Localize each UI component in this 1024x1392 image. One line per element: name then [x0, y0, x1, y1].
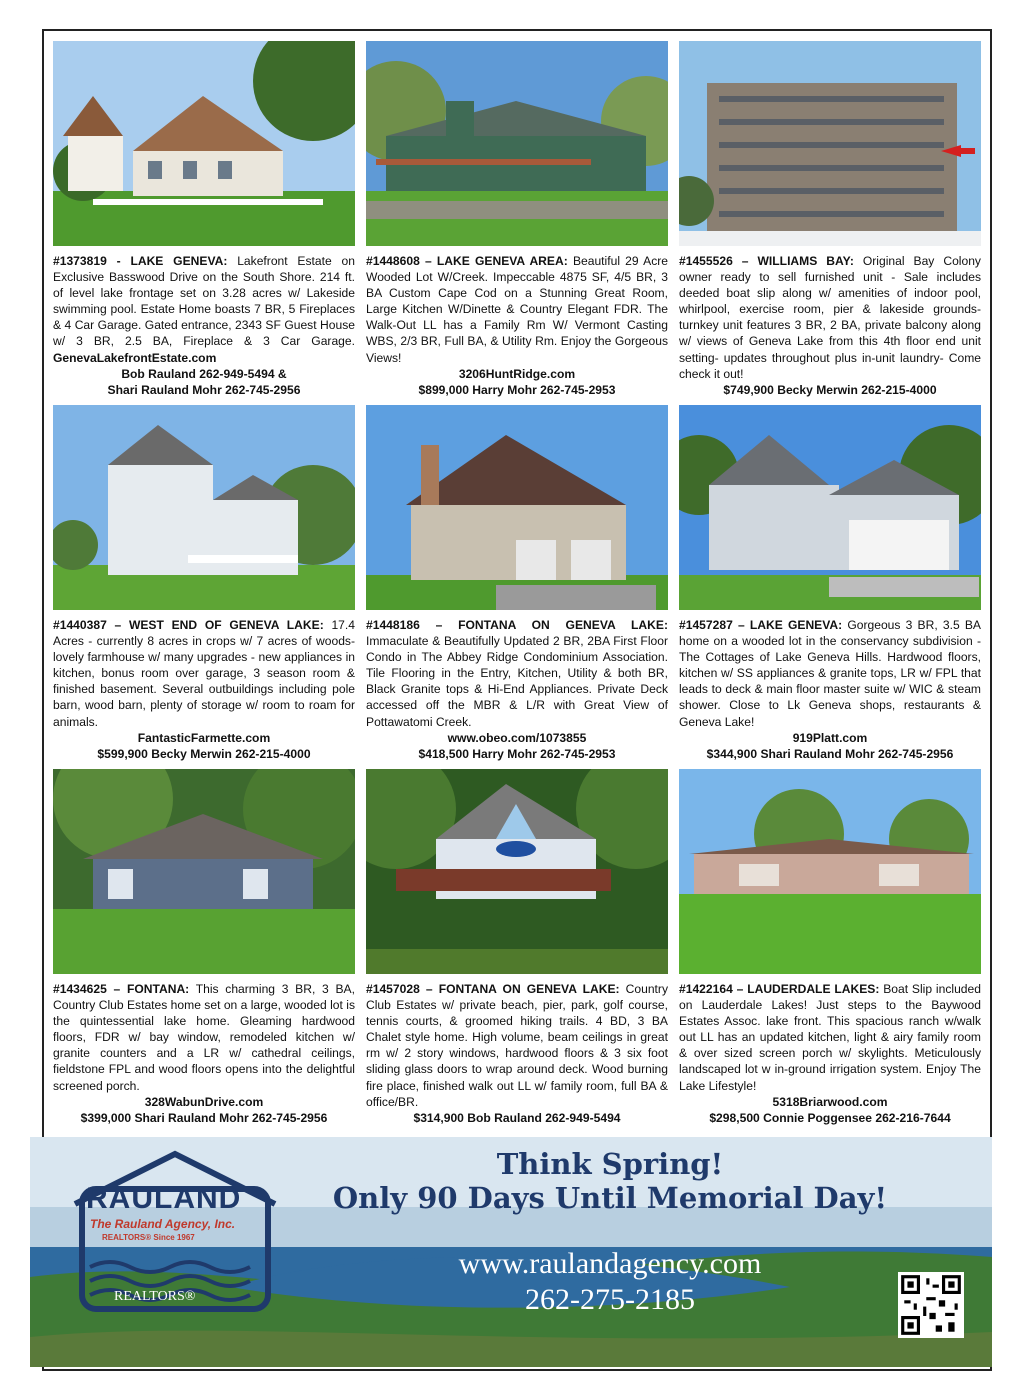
- listing-text: 17.4 Acres - currently 8 acres in crops w/ 7 acres of woods- lovely farmhouse w/ many upgrades - new appliances in kitchen, bonus room over garage, 3 season room & finished basement. Several outbuildings including pole barn, wood barn, plenty of storage w/ room to roam for animals.: [53, 618, 355, 729]
- listing-description: [53, 617, 355, 762]
- listing-website: GenevaLakefrontEstate.com: [53, 350, 217, 365]
- listing-text: Beautiful 29 Acre Wooded Lot W/Creek. Impeccable 4875 SF, 4/5 BR, 3 BA Custom Cape Cod on a Stunning Great Room, Large Kitchen W/Dinette & Country Elegant FDR. The Walk-Out LL has a Family Rm W/ Vermont Casting WBS, 2/3 BR, Full BA, & Utility Rm. Enjoy the Gorgeous Views!: [366, 254, 669, 365]
- listing-agent: $899,000 Harry Mohr 262-745-2953: [418, 382, 616, 397]
- listing-photo: [679, 41, 981, 246]
- agency-logo-name: RAULAND: [86, 1182, 242, 1215]
- listing-website: www.obeo.com/1073855: [447, 730, 587, 745]
- listing-photo: [366, 41, 668, 246]
- listing-id: #1422164 – LAUDERDALE LAKES:: [679, 982, 880, 996]
- listing-description: [366, 981, 668, 1126]
- listing-agent: $399,000 Shari Rauland Mohr 262-745-2956: [80, 1110, 328, 1125]
- agency-logo-tagline: The Rauland Agency, Inc.: [90, 1217, 236, 1231]
- listing-id: #1434625 – FONTANA:: [53, 982, 190, 996]
- listing-text: Boat Slip included on Lauderdale Lakes! Just steps to the Baywood Estates Assoc. lake front. This spacious ranch w/walk out LL has an updated kitchen, light & airy family room & over sized screen porch w/ skylights. Meticulously landscaped lot w in-ground irrigation system. Enjoy The Lake Lifestyle!: [679, 982, 981, 1093]
- listing-id: #1448186 – FONTANA ON GENEVA LAKE:: [366, 618, 668, 632]
- banner-subheadline: Only 90 Days Until Memorial Day!: [332, 1181, 888, 1215]
- listing-website: 3206HuntRidge.com: [458, 366, 576, 381]
- listing-id: #1457028 – FONTANA ON GENEVA LAKE:: [366, 982, 620, 996]
- listing-photo: [679, 769, 981, 974]
- listing-agent: $314,900 Bob Rauland 262-949-5494: [413, 1110, 621, 1125]
- banner-phone[interactable]: 262-275-2185: [525, 1283, 695, 1316]
- listing-id: #1373819 - LAKE GENEVA:: [53, 254, 228, 268]
- listing-id: #1457287 – LAKE GENEVA:: [679, 618, 843, 632]
- agency-logo-subtitle: REALTORS® Since 1967: [102, 1233, 195, 1242]
- listing-agent: Shari Rauland Mohr 262-745-2956: [107, 382, 301, 397]
- listing-text: Country Club Estates w/ private beach, pier, park, golf course, tennis courts, & groomed hiking trails. 4 BD, 3 BA Chalet style home. High volume, beam ceilings in great rm w/ 2 story windows, hardwood floors & 3 six foot sliding glass doors to wrap around deck. Wood burning fire place, finished walk out LL w/ family room, full BA & office/BR.: [366, 982, 668, 1109]
- listing-text: Gorgeous 3 BR, 3.5 BA home on a wooded lot in the conservancy subdivision - The Cottages of Lake Geneva Hills. Hardwood floors, kitchen w/ SS appliances & granite tops, LR w/ FPL that leads to deck & main floor master suite w/ WIC & steam shower. Close to Lk Geneva shops, restaurants & Geneva Lake!: [679, 618, 981, 729]
- listing-agent: $418,500 Harry Mohr 262-745-2953: [418, 746, 616, 761]
- listing-agent: Bob Rauland 262-949-5494 &: [121, 366, 287, 381]
- listing-website: FantasticFarmette.com: [137, 730, 271, 745]
- listing-description: [366, 617, 668, 762]
- banner-website[interactable]: www.raulandagency.com: [458, 1247, 762, 1280]
- listing-description: [366, 253, 668, 398]
- listing-id: #1448608 – LAKE GENEVA AREA:: [366, 254, 568, 268]
- listing-text: This charming 3 BR, 3 BA, Country Club Estates home set on a large, wooded lot is the quintessential lake home. Gleaming hardwood floors, FDR w/ bay window, remodeled kitchen w/ granite counters and a LR w/ cathedral ceilings, fieldstone FPL and wood floors opens into the delightful screened porch.: [53, 982, 355, 1093]
- listing-website: 5318Briarwood.com: [772, 1094, 888, 1109]
- listing-photo: [366, 769, 668, 974]
- listing-website: 328WabunDrive.com: [144, 1094, 264, 1109]
- listing-id: #1440387 – WEST END OF GENEVA LAKE:: [53, 618, 324, 632]
- listing-description: [53, 981, 355, 1126]
- listing-text: Immaculate & Beautifully Updated 2 BR, 2BA First Floor Condo in The Abbey Ridge Condominium Association. Tile Flooring in the Entry, Kitchen, Utility & both BR, Black Granite tops & Hi-End Appliances. Private Deck accessed off the MBR & L/R with Great View of Pottawatomi Creek.: [366, 634, 668, 729]
- banner-headline: Think Spring!: [496, 1147, 724, 1181]
- listing-description: [679, 617, 981, 762]
- listing-text: Original Bay Colony owner ready to sell furnished unit - Sale includes deeded boat slip along w/ amenities of indoor pool, whirlpool, exercise room, pier & lakeside grounds- turnkey unit features 3 BR, 2 BA, private balcony along w/ views of Geneva Lake from this 4th floor end unit setting- updates throughout plus in-unit laundry- Come check it out!: [679, 254, 981, 381]
- listing-agent: $344,900 Shari Rauland Mohr 262-745-2956: [706, 746, 954, 761]
- listing-description: [53, 253, 355, 398]
- listing-agent: $599,900 Becky Merwin 262-215-4000: [97, 746, 311, 761]
- listing-photo: [366, 405, 668, 610]
- listing-description: [679, 253, 981, 398]
- listing-photo: [53, 41, 355, 246]
- listing-agent: $749,900 Becky Merwin 262-215-4000: [723, 382, 937, 397]
- realtors-label: REALTORS®: [114, 1289, 196, 1304]
- listing-id: #1455526 – WILLIAMS BAY:: [679, 254, 854, 268]
- listing-photo: [679, 405, 981, 610]
- listing-photo: [53, 405, 355, 610]
- qr-code-icon[interactable]: [898, 1272, 964, 1338]
- listing-website: 919Platt.com: [792, 730, 868, 745]
- listing-photo: [53, 769, 355, 974]
- listing-description: [679, 981, 981, 1126]
- agency-banner: [30, 1137, 992, 1367]
- listing-text: Lakefront Estate on Exclusive Basswood Drive on the South Shore. 214 ft. of level lake frontage set on 3.28 acres w/ Lakeside swimming pool. Estate Home boasts 7 BR, 5 Fireplaces & 4 Car Garage. Gated entrance, 2343 SF Guest House w/ 3 BR, 2.5 BA, Fireplace & 3 Car Garage.: [53, 254, 355, 349]
- listing-agent: $298,500 Connie Poggensee 262-216-7644: [709, 1110, 951, 1125]
